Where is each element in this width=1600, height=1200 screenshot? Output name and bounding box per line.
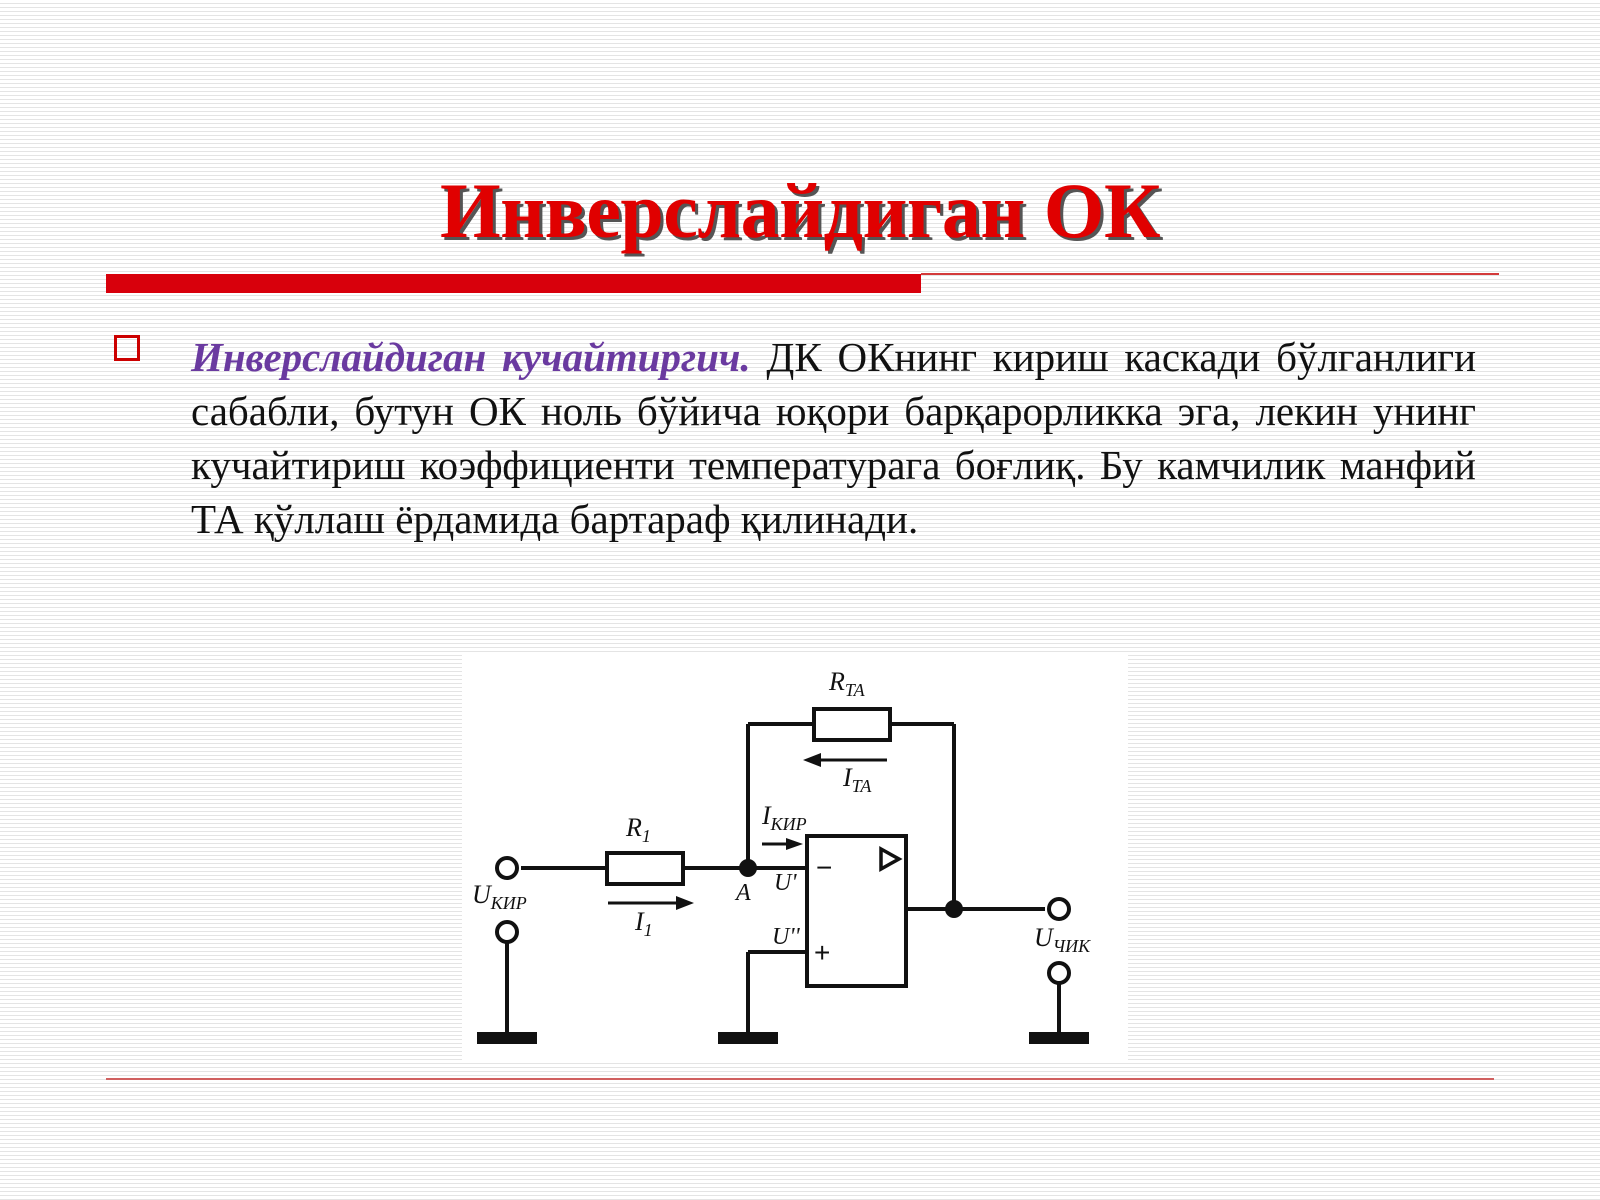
bullet-body-text: ДК ОКнинг кириш каскади бўлганлиги сабабли, бутун ОК ноль бўйича юқори барқарорликка эга, лекин унинг кучайтириш коэффициенти температурага боғлиқ. Бу камчилик манфий ТА қўллаш ёрдамида бартараф қилинади. [191,334,1477,542]
label-i1: $I_1$ [635,907,653,940]
label-ikir: $I_{КИР}$ [762,801,807,834]
label-uchik: $U_{ЧИК}$ [1034,923,1091,956]
label-ukir: $U_{КИР}$ [472,880,527,913]
bullet-square-icon [114,335,140,361]
label-minus-input: − [816,852,833,883]
input-terminal-top [497,858,517,878]
input-terminal-bottom [497,922,517,942]
junction-node-output [945,900,963,918]
label-r1: $R_1$ [626,813,651,846]
ground-noninverting [718,1032,778,1044]
circuit-svg [462,652,1128,1062]
junction-node-a [739,859,757,877]
ground-output [1029,1032,1089,1044]
label-u-prime: U' [774,870,797,896]
bullet-paragraph [191,330,1476,546]
output-terminal-top [1049,899,1069,919]
resistor-rta [814,709,890,740]
slide-title: Инверслайдиган ОК [439,167,1161,254]
label-u-double-prime: U'' [772,924,800,950]
resistor-r1 [607,853,683,884]
output-terminal-bottom [1049,963,1069,983]
label-ita: $I_{TA}$ [843,763,872,796]
title-underline-thin [921,273,1499,275]
label-rta: $R_{TA}$ [829,667,865,700]
label-node-a: A [736,880,751,906]
title-underline-thick [106,274,921,293]
bottom-rule [106,1078,1494,1080]
bullet-lead-text: Инверслайдиган кучайтиргич. [191,334,751,380]
circuit-diagram [462,652,1128,1062]
label-plus-input: + [814,937,831,968]
ground-input [477,1032,537,1044]
